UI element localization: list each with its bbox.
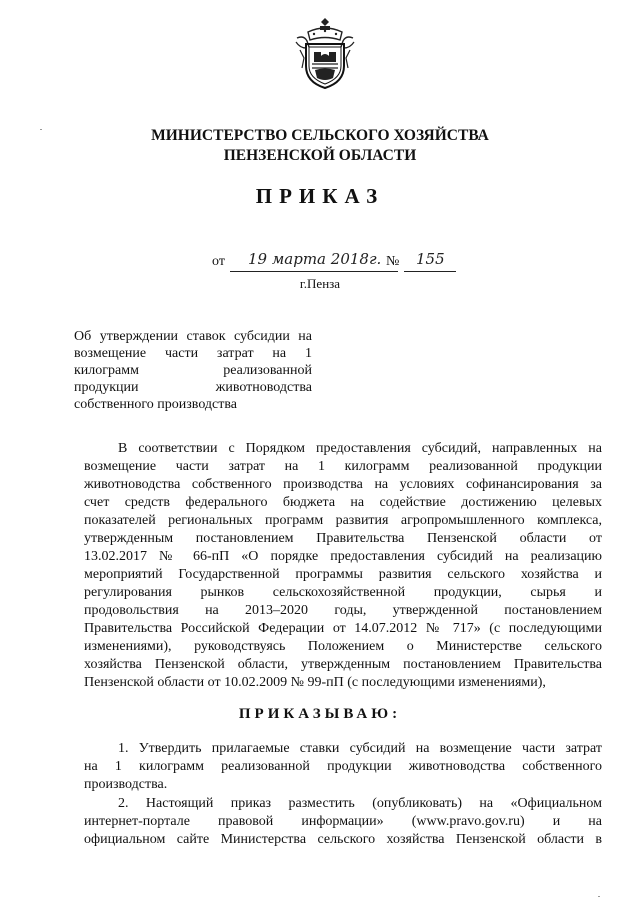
ministry-name-line1: МИНИСТЕРСТВО СЕЛЬСКОГО ХОЗЯЙСТВА — [151, 127, 489, 144]
subject-line: продукции животноводства — [74, 380, 312, 395]
number-underline — [404, 271, 456, 272]
preamble-line: 13.02.2017 № 66-пП «О порядке предоставления субсидий на реализацию — [84, 549, 602, 564]
item-line: 1. Утвердить прилагаемые ставки субсидий на возмещение части затрат — [118, 741, 602, 756]
preamble-line: продовольствия на 2013–2020 годы, утвержденной постановлением — [84, 603, 602, 618]
preamble-line: мероприятий Государственной программы развития сельского хозяйства и — [84, 567, 602, 582]
decree-heading: ПРИКАЗЫВАЮ: — [238, 706, 402, 722]
subject-line: возмещение части затрат на 1 — [74, 346, 312, 361]
coat-of-arms-emblem — [294, 16, 356, 92]
preamble-line: Правительства Российской Федерации от 14.07.2012 № 717» (с последующими — [84, 621, 602, 636]
preamble-line: регулирования рынков сельскохозяйственной продукции, сырья и — [84, 585, 602, 600]
preamble-line: счет средств федерального бюджета на содействие достижению целевых — [84, 495, 602, 510]
scan-speck — [598, 896, 600, 897]
order-item-2 — [84, 795, 602, 849]
handwritten-date: 19 марта 2018г. — [248, 250, 382, 268]
ministry-name-line2: ПЕНЗЕНСКОЙ ОБЛАСТИ — [223, 147, 417, 164]
item-line: официальном сайте Министерства сельского хозяйства Пензенской области в — [84, 832, 602, 847]
preamble-line: хозяйства Пензенской области, утвержденным постановлением Правительства — [84, 657, 602, 672]
subject-line: Об утверждении ставок субсидии на — [74, 329, 312, 344]
item-line: интернет-портале правовой информации» (www.pravo.gov.ru) и на — [84, 814, 602, 829]
preamble-line: В соответствии с Порядком предоставления субсидий, направленных на — [118, 441, 602, 456]
order-item-1 — [84, 740, 602, 794]
date-from-label: от — [212, 254, 225, 269]
date-underline — [230, 271, 398, 272]
scan-speck — [40, 129, 42, 130]
city-name: г.Пенза — [299, 276, 341, 291]
preamble-line: показателей региональных программ развития агропромышленного комплекса, — [84, 513, 602, 528]
preamble-line: возмещение части затрат на 1 килограмм реализованной продукции — [84, 459, 602, 474]
preamble-paragraph — [84, 440, 602, 692]
preamble-line: утвержденным постановлением Правительства Пензенской области от — [84, 531, 602, 546]
preamble-line: животноводства собственного производства на условиях софинансирования за — [84, 477, 602, 492]
preamble-line: Пензенской области от 10.02.2009 № 99-пП (с последующими изменениями), — [84, 675, 546, 690]
item-line: на 1 килограмм реализованной продукции животноводства собственного — [84, 759, 602, 774]
document-type-title: ПРИКАЗ — [255, 184, 385, 208]
item-line: производства. — [84, 777, 168, 792]
handwritten-number: 155 — [416, 250, 445, 268]
preamble-line: изменениями), руководствуясь Положением о Министерстве сельского — [84, 639, 602, 654]
subject-line: собственного производства — [74, 397, 238, 412]
item-line: 2. Настоящий приказ разместить (опубликовать) на «Официальном — [118, 796, 602, 811]
subject-line: килограмм реализованной — [74, 363, 312, 378]
subject-block — [74, 328, 312, 413]
number-label: № — [386, 254, 400, 269]
